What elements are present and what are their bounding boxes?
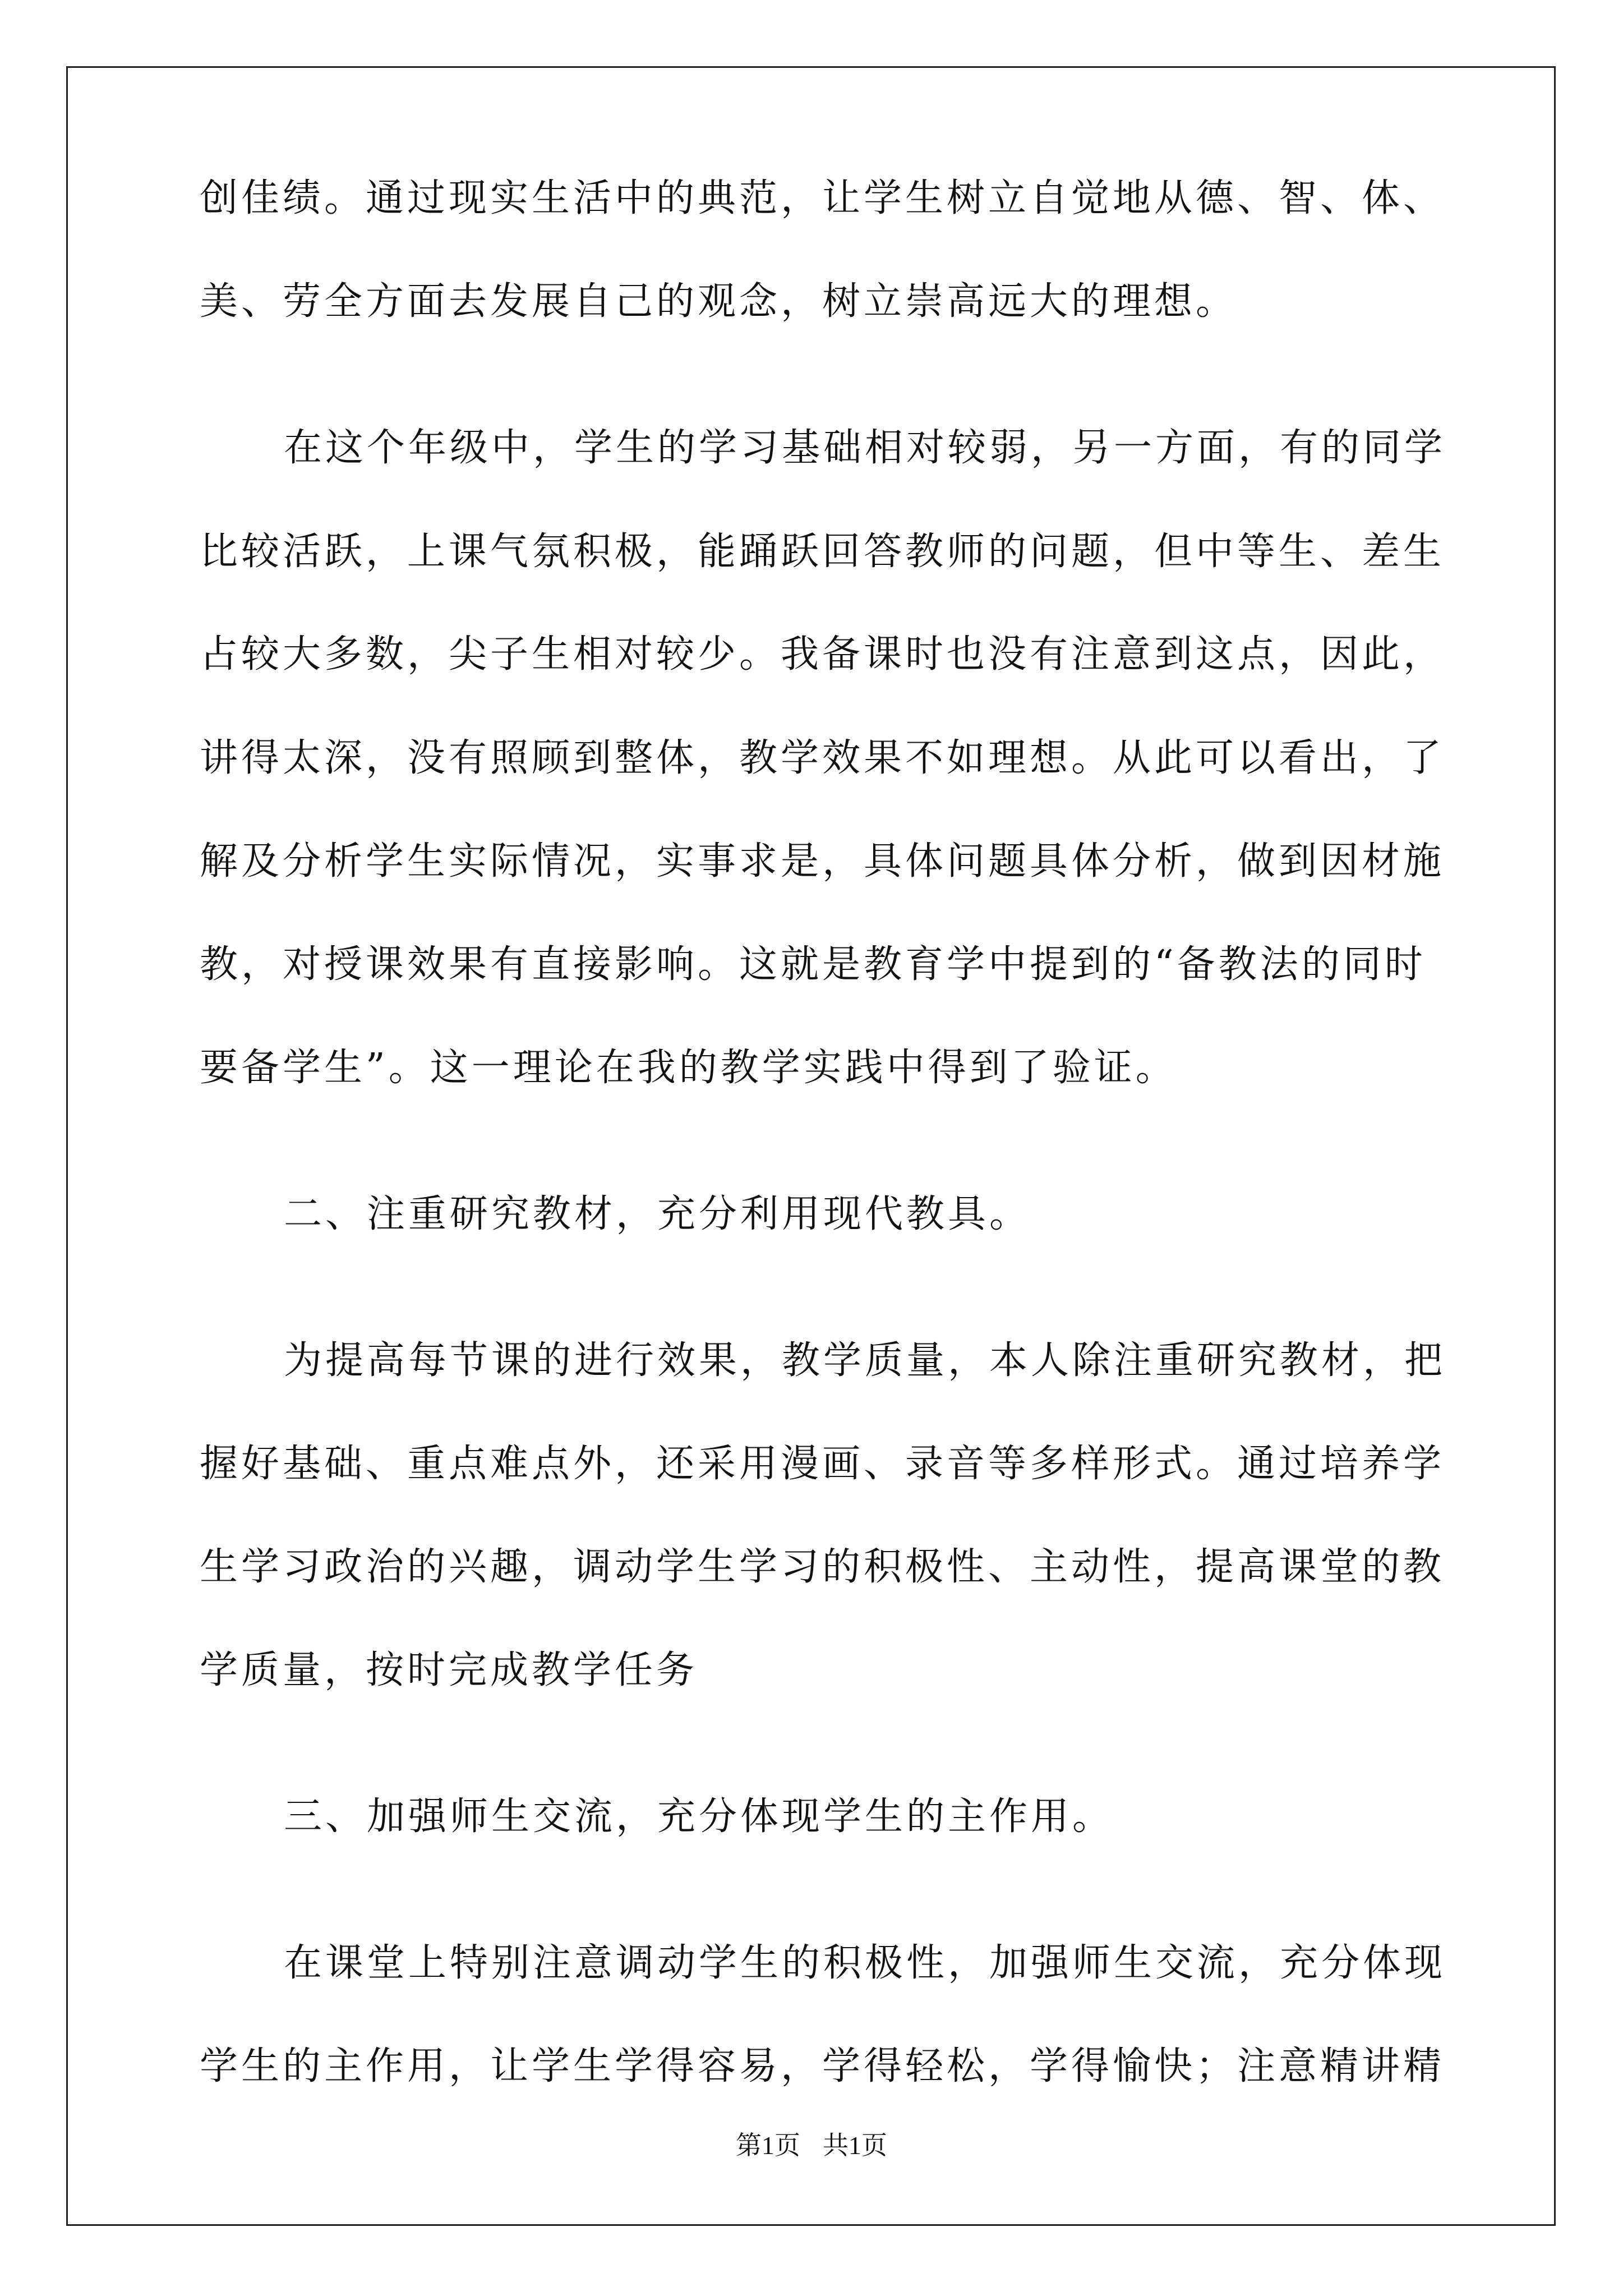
paragraph-start-line: 在这个年级中，学生的学习基础相对较弱，另一方面，有的同学 [284,426,1446,470]
section-heading: 二、注重研究教材，充分利用现代教具。 [284,1192,1031,1236]
section-heading: 三、加强师生交流，充分体现学生的主作用。 [284,1795,1114,1839]
text-line: 要备学生”。这一理论在我的教学实践中得到了验证。 [200,1046,1177,1090]
paragraph-start-line: 为提高每节课的进行效果，教学质量，本人除注重研究教材，把 [284,1338,1446,1383]
text-line: 生学习政治的兴趣，调动学生学习的积极性、主动性，提高课堂的教 [200,1545,1445,1589]
text-line: 握好基础、重点难点外，还采用漫画、录音等多样形式。通过培养学 [200,1442,1445,1486]
text-line: 美、劳全方面去发展自己的观念，树立崇高远大的理想。 [200,279,1238,324]
text-line: 学质量，按时完成教学任务 [200,1648,698,1692]
text-line: 比较活跃，上课气氛积极，能踊跃回答教师的问题，但中等生、差生 [200,530,1445,574]
page-border [66,66,1556,2226]
page-number: 第1页 [736,2131,800,2160]
text-line: 解及分析学生实际情况，实事求是，具体问题具体分析，做到因材施 [200,839,1445,884]
paragraph-start-line: 在课堂上特别注意调动学生的积极性，加强师生交流，充分体现 [284,1941,1446,1985]
page-footer [0,2133,1623,2159]
text-line: 创佳绩。通过现实生活中的典范，让学生树立自觉地从德、智、体、 [200,176,1445,220]
text-line: 学生的主作用，让学生学得容易，学得轻松，学得愉快；注意精讲精 [200,2044,1445,2088]
text-line: 教，对授课效果有直接影响。这就是教育学中提到的“备教法的同时 [200,942,1426,987]
page-total: 共1页 [823,2131,887,2160]
text-line: 讲得太深，没有照顾到整体，教学效果不如理想。从此可以看出，了 [200,736,1445,780]
text-line: 占较大多数，尖子生相对较少。我备课时也没有注意到这点，因此， [200,632,1445,677]
